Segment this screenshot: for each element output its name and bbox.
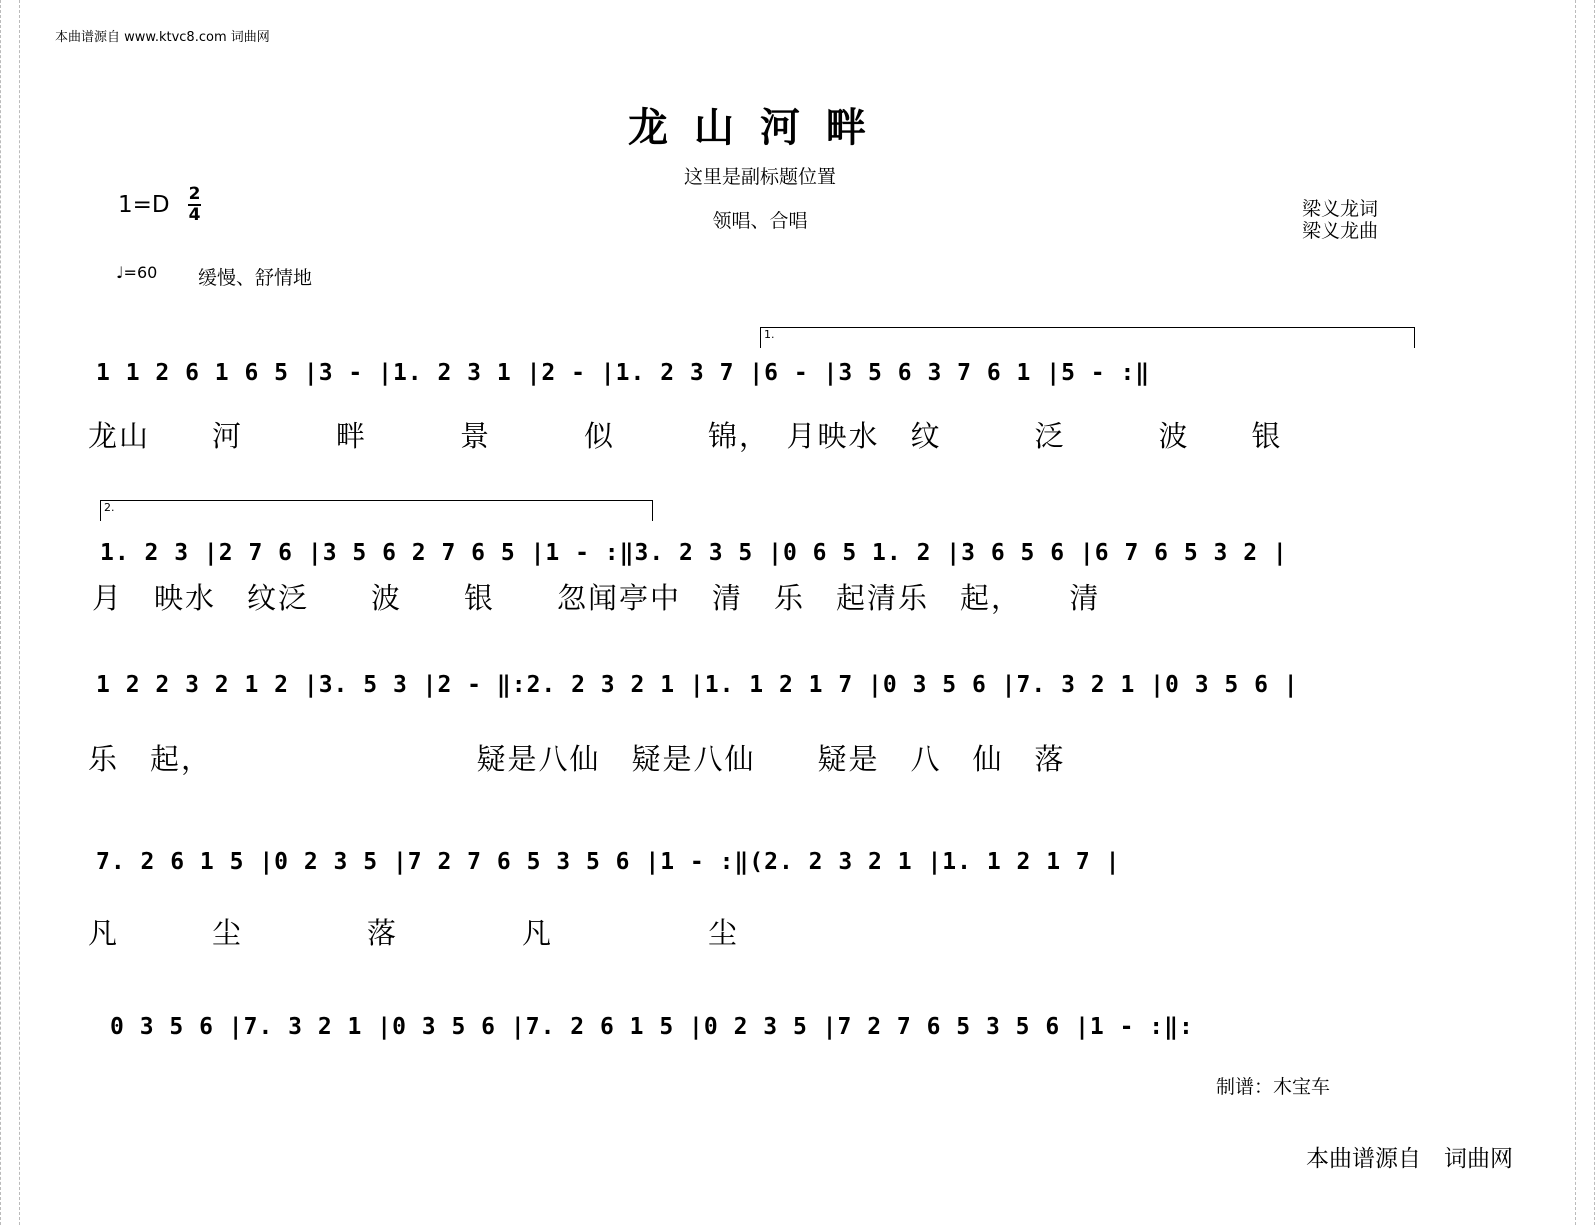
credits (1302, 198, 1378, 242)
lyricist: 梁义龙词 (1302, 198, 1379, 220)
source-note: 本曲谱源自 www.ktvc8.com 词曲网 (55, 30, 270, 45)
page-title: 龙山河畔 (628, 105, 892, 151)
composer: 梁义龙曲 (1302, 220, 1379, 242)
time-signature (188, 186, 201, 224)
score-line-3-lyrics: 乐 起， 疑是八仙 疑是八仙 疑是 八 仙 落 (88, 742, 1066, 776)
score-line-2-notes: 1. 2 3 |2 7 6 |3 5 6 2 7 6 5 |1 - :‖3. 2 3 5 |0 6 5 1. 2 |3 6 5 6 |6 7 6 5 3 2 | (100, 540, 1288, 566)
score-line-1-lyrics: 龙山 河 畔 景 似 锦， 月映水 纹 泛 波 银 (88, 419, 1283, 453)
expression-mark: 缓慢、舒情地 (198, 267, 313, 289)
score-line-5-notes: 0 3 5 6 |7. 3 2 1 |0 3 5 6 |7. 2 6 1 5 |0 2 3 5 |7 2 7 6 5 3 5 6 |1 - :‖: (110, 1014, 1194, 1040)
volta-1-label: 1. (764, 328, 775, 341)
volta-2-label: 2. (104, 501, 115, 514)
score-line-1-notes: 1 1 2 6 1 6 5 |3 - |1. 2 3 1 |2 - |1. 2 3 7 |6 - |3 5 6 3 7 6 1 |5 - :‖ (96, 360, 1151, 386)
tempo-mark: ♩=60 (116, 263, 158, 282)
score-line-4-lyrics: 凡 尘 落 凡 尘 (88, 916, 740, 950)
performers: 领唱、合唱 (712, 210, 808, 232)
right-margin-strip (1575, 0, 1595, 1225)
subtitle: 这里是副标题位置 (683, 166, 836, 188)
engraver-credit: 制谱：木宝车 (1216, 1076, 1331, 1098)
score-line-3-notes: 1 2 2 3 2 1 2 |3. 5 3 |2 - ‖:2. 2 3 2 1 |1. 1 2 1 7 |0 3 5 6 |7. 3 2 1 |0 3 5 6 | (96, 672, 1299, 698)
score-line-2-lyrics: 月 映水 纹泛 波 银 忽闻亭中 清 乐 起清乐 起， 清 (92, 581, 1101, 615)
time-signature-bottom: 4 (188, 205, 201, 225)
time-signature-top: 2 (188, 184, 201, 204)
volta-2 (100, 500, 653, 521)
source-footer: 本曲谱源自 词曲网 (1306, 1146, 1513, 1172)
volta-1 (760, 327, 1415, 348)
key-signature: 1=D (118, 192, 170, 218)
score-line-4-notes: 7. 2 6 1 5 |0 2 3 5 |7 2 7 6 5 3 5 6 |1 - :‖(2. 2 3 2 1 |1. 1 2 1 7 | (96, 849, 1121, 875)
